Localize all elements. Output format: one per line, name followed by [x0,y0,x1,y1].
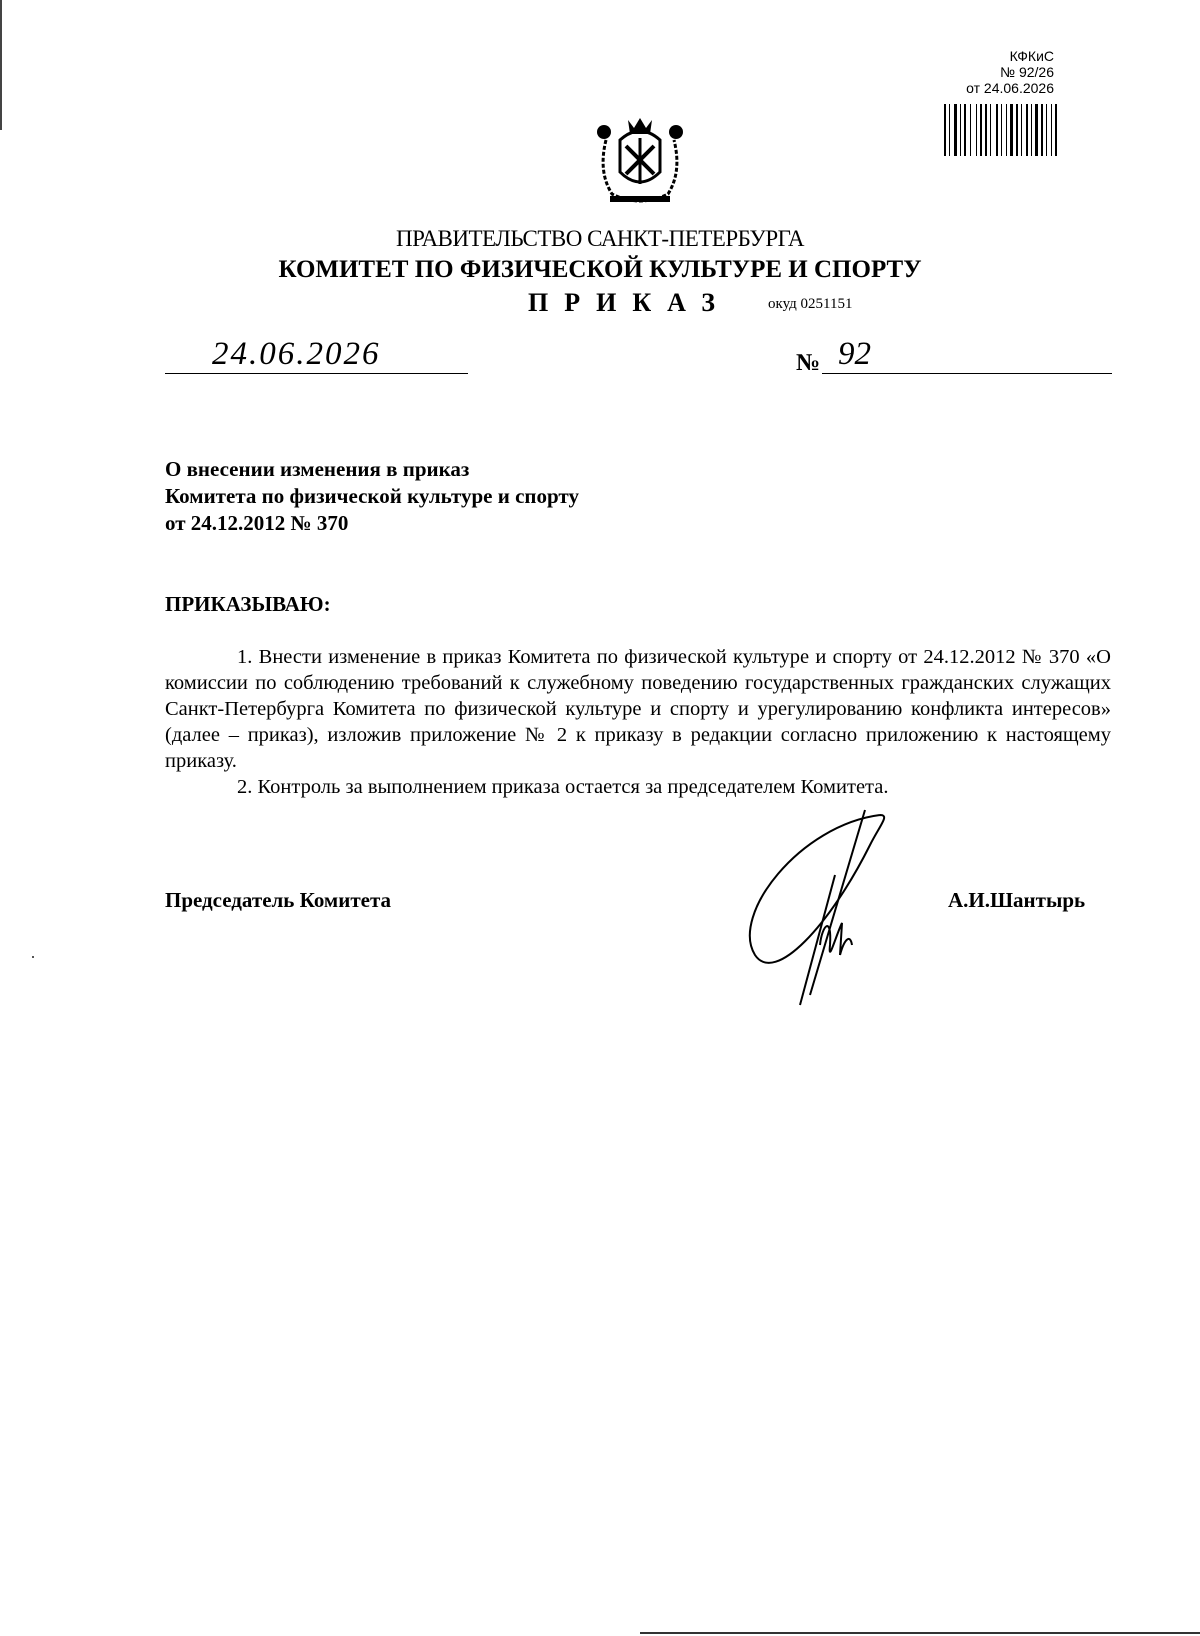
document-type: ПРИКАЗ [528,288,732,317]
okud-code: окуд 0251151 [768,296,853,312]
coat-of-arms-emblem [590,112,690,212]
subject-line: от 24.12.2012 № 370 [165,511,349,535]
committee-title: КОМИТЕТ ПО ФИЗИЧЕСКОЙ КУЛЬТУРЕ И СПОРТУ [278,256,922,283]
stamp-number: № 92/26 [1000,64,1054,80]
signer-name: А.И.Шантырь [948,888,1086,912]
scan-speck [32,956,34,958]
barcode [942,104,1102,156]
order-paragraph: 2. Контроль за выполнением приказа остается за председателем Комитета. [237,776,889,798]
order-paragraph: 1. Внести изменение в приказ Комитета по физической культуре и спорту от 24.12.2012 № 370 «О комиссии по соблюдению требований к служебному поведению государственных гражданских служащих Санкт-Петербурга Комитета по физической культуре и спорту и урегулированию конфликта интересов» (далее – приказ), изложив приложение № 2 к приказу в редакции согласно приложению к настоящему приказу. [165,646,1111,772]
subject-line: О внесении изменения в приказ [165,457,470,481]
orders-heading: ПРИКАЗЫВАЮ: [165,592,331,616]
stamp-org: КФКиС [1009,48,1054,64]
order-body [165,644,1111,800]
subject-line: Комитета по физической культуре и спорту [165,484,579,508]
document-subject [165,456,579,537]
scan-edge [0,0,2,130]
stamp-date: от 24.06.2026 [966,80,1054,96]
scan-bottom-edge [640,1632,1200,1634]
handwritten-number: 92 [838,336,871,372]
registration-stamp [914,48,1074,96]
government-title: ПРАВИТЕЛЬСТВО САНКТ-ПЕТЕРБУРГА [395,226,805,251]
handwritten-date: 24.06.2026 [212,336,381,372]
number-label: № [796,350,821,376]
signer-position: Председатель Комитета [165,888,392,912]
handwritten-signature [740,805,920,1015]
